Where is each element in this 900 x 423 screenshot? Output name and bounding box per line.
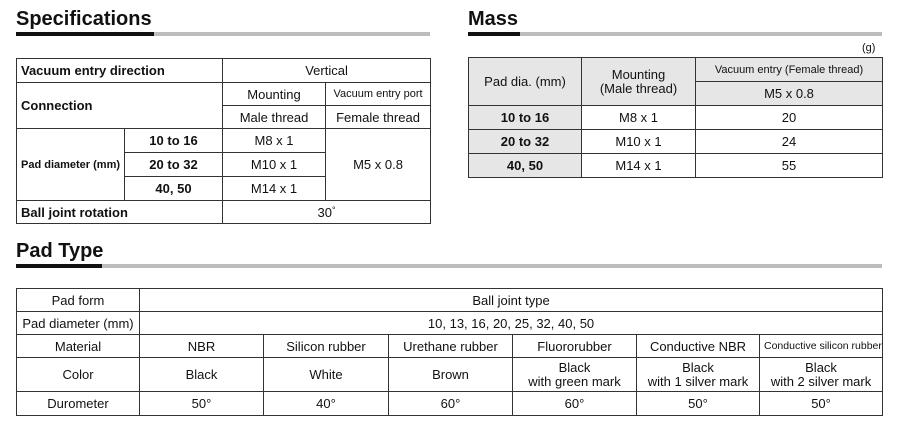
mass-header-vacuum-entry-sub: M5 x 0.8 bbox=[696, 82, 883, 106]
vacuum-entry-direction-label: Vacuum entry direction bbox=[17, 59, 223, 83]
mass-row-value: 55 bbox=[696, 154, 883, 178]
mass-unit: (g) bbox=[862, 42, 876, 54]
material-label: Material bbox=[17, 335, 140, 358]
color-line2: with green mark bbox=[528, 373, 621, 389]
mass-row-pad: 10 to 16 bbox=[469, 106, 582, 130]
connection-mounting-header: Mounting bbox=[223, 83, 326, 106]
mass-header-mounting bbox=[582, 58, 696, 106]
color-line1: Black bbox=[185, 366, 218, 382]
durometer-value: 40° bbox=[264, 392, 389, 416]
color-line1: Black bbox=[805, 359, 837, 375]
material-name: Urethane rubber bbox=[389, 335, 513, 358]
pad-diameter-mounting: M14 x 1 bbox=[223, 177, 326, 201]
pad-form-value: Ball joint type bbox=[140, 289, 883, 312]
connection-label: Connection bbox=[17, 83, 223, 129]
durometer-value: 50° bbox=[637, 392, 760, 416]
mass-table bbox=[468, 57, 883, 178]
color-value bbox=[760, 358, 883, 392]
specifications-title: Specifications bbox=[16, 8, 152, 30]
pad-diameter-range: 10 to 16 bbox=[125, 129, 223, 153]
connection-vacuum-port-value: Female thread bbox=[326, 106, 431, 129]
material-name: Conductive silicon rubber bbox=[760, 335, 883, 358]
vacuum-entry-direction-value: Vertical bbox=[223, 59, 431, 83]
material-name: Conductive NBR bbox=[637, 335, 760, 358]
material-name: Fluororubber bbox=[513, 335, 637, 358]
mass-header-mounting-line2: (Male thread) bbox=[599, 80, 678, 96]
mass-header-vacuum-entry: Vacuum entry (Female thread) bbox=[696, 58, 883, 82]
pad-type-title: Pad Type bbox=[16, 240, 104, 262]
pad-type-table bbox=[16, 288, 883, 416]
durometer-value: 50° bbox=[140, 392, 264, 416]
mass-title: Mass bbox=[468, 8, 519, 30]
pad-diameter-mounting: M10 x 1 bbox=[223, 153, 326, 177]
durometer-value: 50° bbox=[760, 392, 883, 416]
degree-unit: ° bbox=[331, 204, 336, 215]
pad-diameter-label: Pad diameter (mm) bbox=[17, 312, 140, 335]
mass-row-pad: 20 to 32 bbox=[469, 130, 582, 154]
mass-row-value: 20 bbox=[696, 106, 883, 130]
pad-diameter-vacuum-port: M5 x 0.8 bbox=[326, 129, 431, 201]
mass-title-rule bbox=[468, 32, 882, 36]
color-value bbox=[389, 358, 513, 392]
ball-joint-rotation-number: 30 bbox=[317, 204, 332, 220]
color-line1: Black bbox=[558, 359, 591, 375]
ball-joint-rotation-value bbox=[223, 201, 431, 224]
durometer-label: Durometer bbox=[17, 392, 140, 416]
color-line1: White bbox=[309, 366, 343, 382]
pad-diameter-mounting: M8 x 1 bbox=[223, 129, 326, 153]
color-value bbox=[140, 358, 264, 392]
color-line1: Black bbox=[682, 359, 714, 375]
durometer-value: 60° bbox=[389, 392, 513, 416]
color-line1: Brown bbox=[432, 366, 469, 382]
color-line2: with 1 silver mark bbox=[647, 373, 749, 389]
mass-row-mounting: M10 x 1 bbox=[582, 130, 696, 154]
specifications-title-rule bbox=[16, 32, 430, 36]
mass-row-mounting: M14 x 1 bbox=[582, 154, 696, 178]
connection-mounting-value: Male thread bbox=[223, 106, 326, 129]
mass-row-mounting: M8 x 1 bbox=[582, 106, 696, 130]
specifications-table bbox=[16, 58, 431, 224]
ball-joint-rotation-label: Ball joint rotation bbox=[17, 201, 223, 224]
material-name: Silicon rubber bbox=[264, 335, 389, 358]
color-label: Color bbox=[17, 358, 140, 392]
pad-type-title-rule bbox=[16, 264, 882, 268]
color-line2: with 2 silver mark bbox=[770, 373, 872, 389]
mass-row-pad: 40, 50 bbox=[469, 154, 582, 178]
pad-diameter-values: 10, 13, 16, 20, 25, 32, 40, 50 bbox=[140, 312, 883, 335]
pad-diameter-label: Pad diameter (mm) bbox=[17, 129, 125, 201]
pad-form-label: Pad form bbox=[17, 289, 140, 312]
color-value bbox=[264, 358, 389, 392]
mass-row-value: 24 bbox=[696, 130, 883, 154]
color-value bbox=[637, 358, 760, 392]
material-name: NBR bbox=[140, 335, 264, 358]
pad-diameter-range: 20 to 32 bbox=[125, 153, 223, 177]
mass-header-mounting-line1: Mounting bbox=[611, 66, 666, 82]
connection-vacuum-port-header: Vacuum entry port bbox=[326, 83, 431, 106]
mass-header-pad-dia: Pad dia. (mm) bbox=[469, 58, 582, 106]
durometer-value: 60° bbox=[513, 392, 637, 416]
color-value bbox=[513, 358, 637, 392]
pad-diameter-range: 40, 50 bbox=[125, 177, 223, 201]
